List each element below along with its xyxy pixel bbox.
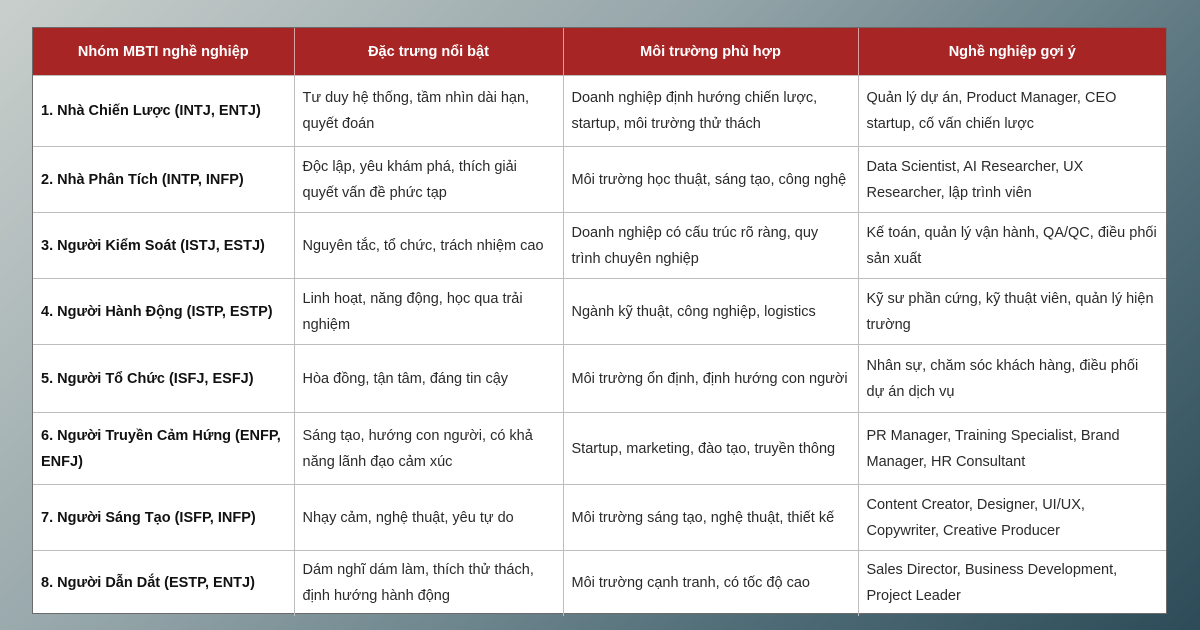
table-row	[33, 485, 1166, 551]
table-header-row	[33, 28, 1166, 76]
cell-group: 8. Người Dẫn Dắt (ESTP, ENTJ)	[33, 551, 294, 616]
cell-group: 4. Người Hành Động (ISTP, ESTP)	[33, 279, 294, 345]
cell-careers: PR Manager, Training Specialist, Brand Manager, HR Consultant	[858, 413, 1166, 485]
cell-group: 5. Người Tổ Chức (ISFJ, ESFJ)	[33, 345, 294, 413]
cell-environment: Môi trường cạnh tranh, có tốc độ cao	[563, 551, 858, 616]
table-row	[33, 551, 1166, 616]
mbti-career-table-frame	[32, 27, 1167, 614]
cell-careers: Kỹ sư phần cứng, kỹ thuật viên, quản lý hiện trường	[858, 279, 1166, 345]
table-row	[33, 413, 1166, 485]
cell-environment: Startup, marketing, đào tạo, truyền thông	[563, 413, 858, 485]
cell-group: 6. Người Truyền Cảm Hứng (ENFP, ENFJ)	[33, 413, 294, 485]
cell-group: 7. Người Sáng Tạo (ISFP, INFP)	[33, 485, 294, 551]
cell-traits: Linh hoạt, năng động, học qua trải nghiệm	[294, 279, 563, 345]
cell-careers: Kế toán, quản lý vận hành, QA/QC, điều phối sản xuất	[858, 213, 1166, 279]
header-careers: Nghề nghiệp gợi ý	[858, 28, 1166, 76]
cell-traits: Nhạy cảm, nghệ thuật, yêu tự do	[294, 485, 563, 551]
cell-group: 1. Nhà Chiến Lược (INTJ, ENTJ)	[33, 76, 294, 147]
cell-traits: Sáng tạo, hướng con người, có khả năng lãnh đạo cảm xúc	[294, 413, 563, 485]
cell-environment: Doanh nghiệp định hướng chiến lược, startup, môi trường thử thách	[563, 76, 858, 147]
table-row	[33, 345, 1166, 413]
cell-traits: Tư duy hệ thống, tầm nhìn dài hạn, quyết đoán	[294, 76, 563, 147]
header-environment: Môi trường phù hợp	[563, 28, 858, 76]
cell-traits: Độc lập, yêu khám phá, thích giải quyết vấn đề phức tạp	[294, 147, 563, 213]
header-traits: Đặc trưng nổi bật	[294, 28, 563, 76]
cell-careers: Quản lý dự án, Product Manager, CEO startup, cố vấn chiến lược	[858, 76, 1166, 147]
cell-careers: Nhân sự, chăm sóc khách hàng, điều phối dự án dịch vụ	[858, 345, 1166, 413]
cell-traits: Hòa đồng, tận tâm, đáng tin cậy	[294, 345, 563, 413]
cell-environment: Ngành kỹ thuật, công nghiệp, logistics	[563, 279, 858, 345]
table-row	[33, 76, 1166, 147]
cell-environment: Môi trường sáng tạo, nghệ thuật, thiết kế	[563, 485, 858, 551]
cell-careers: Content Creator, Designer, UI/UX, Copywriter, Creative Producer	[858, 485, 1166, 551]
cell-group: 3. Người Kiểm Soát (ISTJ, ESTJ)	[33, 213, 294, 279]
table-row	[33, 147, 1166, 213]
table-row	[33, 213, 1166, 279]
cell-environment: Môi trường học thuật, sáng tạo, công nghệ	[563, 147, 858, 213]
cell-traits: Nguyên tắc, tổ chức, trách nhiệm cao	[294, 213, 563, 279]
cell-group: 2. Nhà Phân Tích (INTP, INFP)	[33, 147, 294, 213]
cell-environment: Môi trường ổn định, định hướng con người	[563, 345, 858, 413]
header-group: Nhóm MBTI nghề nghiệp	[33, 28, 294, 76]
cell-careers: Sales Director, Business Development, Project Leader	[858, 551, 1166, 616]
cell-traits: Dám nghĩ dám làm, thích thử thách, định hướng hành động	[294, 551, 563, 616]
table-row	[33, 279, 1166, 345]
mbti-career-table	[33, 28, 1166, 616]
cell-careers: Data Scientist, AI Researcher, UX Researcher, lập trình viên	[858, 147, 1166, 213]
cell-environment: Doanh nghiệp có cấu trúc rõ ràng, quy trình chuyên nghiệp	[563, 213, 858, 279]
